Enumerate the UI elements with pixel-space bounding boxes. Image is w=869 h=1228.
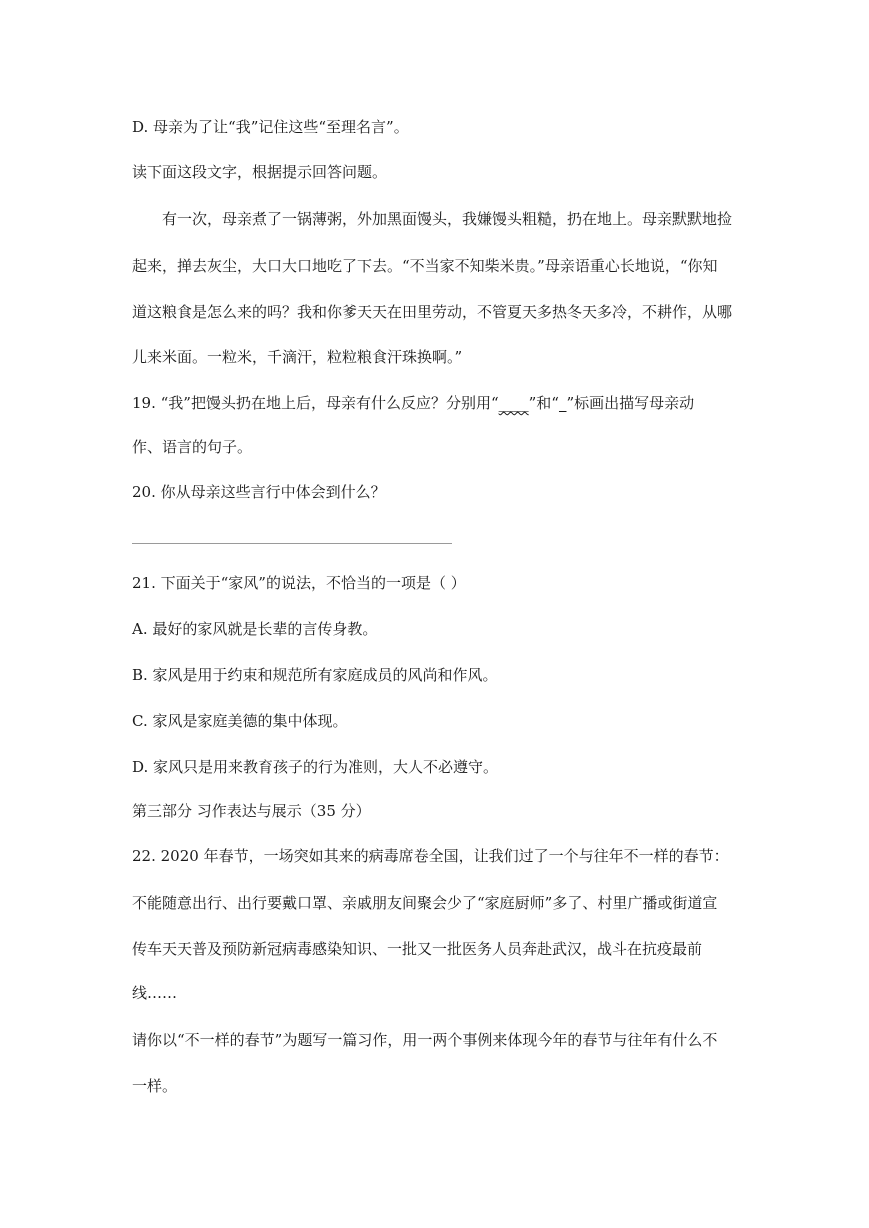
question-21: 21. 下面关于“家风”的说法，不恰当的一项是（ ） — [132, 574, 466, 592]
question-21-option-b: B. 家风是用于约束和规范所有家庭成员的风尚和作风。 — [132, 666, 498, 684]
reading-instruction: 读下面这段文字，根据提示回答问题。 — [132, 163, 388, 181]
question-19-text-c: ”标画出描写母亲动 — [566, 394, 695, 412]
question-19-line-1 — [132, 393, 694, 413]
question-20: 20. 你从母亲这些言行中体会到什么？ — [132, 483, 386, 501]
question-22-line-4: 线…… — [132, 984, 178, 1002]
passage-line-4: 儿来米面。一粒米，千滴汗，粒粒粮食汗珠换啊。” — [132, 348, 463, 366]
passage-line-2: 起来，掸去灰尘，大口大口地吃了下去。“不当家不知柴米贵。”母亲语重心长地说，“你知 — [132, 257, 718, 275]
question-22-line-3: 传车天天普及预防新冠病毒感染知识、一批又一批医务人员奔赴武汉，战斗在抗疫最前 — [132, 940, 703, 958]
straight-underline-mark: _ — [558, 394, 567, 412]
passage-line-3: 道这粮食是怎么来的吗？我和你爹天天在田里劳动，不管夏天多热冬天多冷，不耕作，从哪 — [132, 303, 733, 321]
question-22-line-1: 22. 2020 年春节，一场突如其来的病毒席卷全国，让我们过了一个与往年不一样的春节： — [132, 847, 729, 865]
question-19-text-a: 19. “我”把馒头扔在地上后，母亲有什么反应？分别用“ — [132, 394, 499, 412]
section-3-heading: 第三部分 习作表达与展示（35 分） — [132, 802, 371, 820]
question-19-text-b: ”和“ — [528, 394, 559, 412]
option-d-previous: D. 母亲为了让“我”记住这些“至理名言”。 — [132, 118, 409, 136]
question-21-option-c: C. 家风是家庭美德的集中体现。 — [132, 712, 348, 730]
question-22-line-2: 不能随意出行、出行要戴口罩、亲戚朋友间聚会少了“家庭厨师”多了、村里广播或街道宣 — [132, 894, 718, 912]
question-21-option-d: D. 家风只是用来教育孩子的行为准则，大人不必遵守。 — [132, 758, 499, 776]
answer-blank-line[interactable] — [132, 543, 452, 544]
question-21-option-a: A. 最好的家风就是长辈的言传身教。 — [132, 620, 378, 638]
question-19-line-2: 作、语言的句子。 — [132, 438, 253, 456]
wavy-underline-mark: ____ — [498, 394, 529, 412]
passage-line-1: 有一次，母亲煮了一锅薄粥，外加黑面馒头，我嫌馒头粗糙，扔在地上。母亲默默地捡 — [162, 210, 733, 228]
question-22-line-6: 一样。 — [132, 1077, 178, 1095]
question-22-line-5: 请你以“不一样的春节”为题写一篇习作，用一两个事例来体现今年的春节与往年有什么不 — [132, 1031, 718, 1049]
